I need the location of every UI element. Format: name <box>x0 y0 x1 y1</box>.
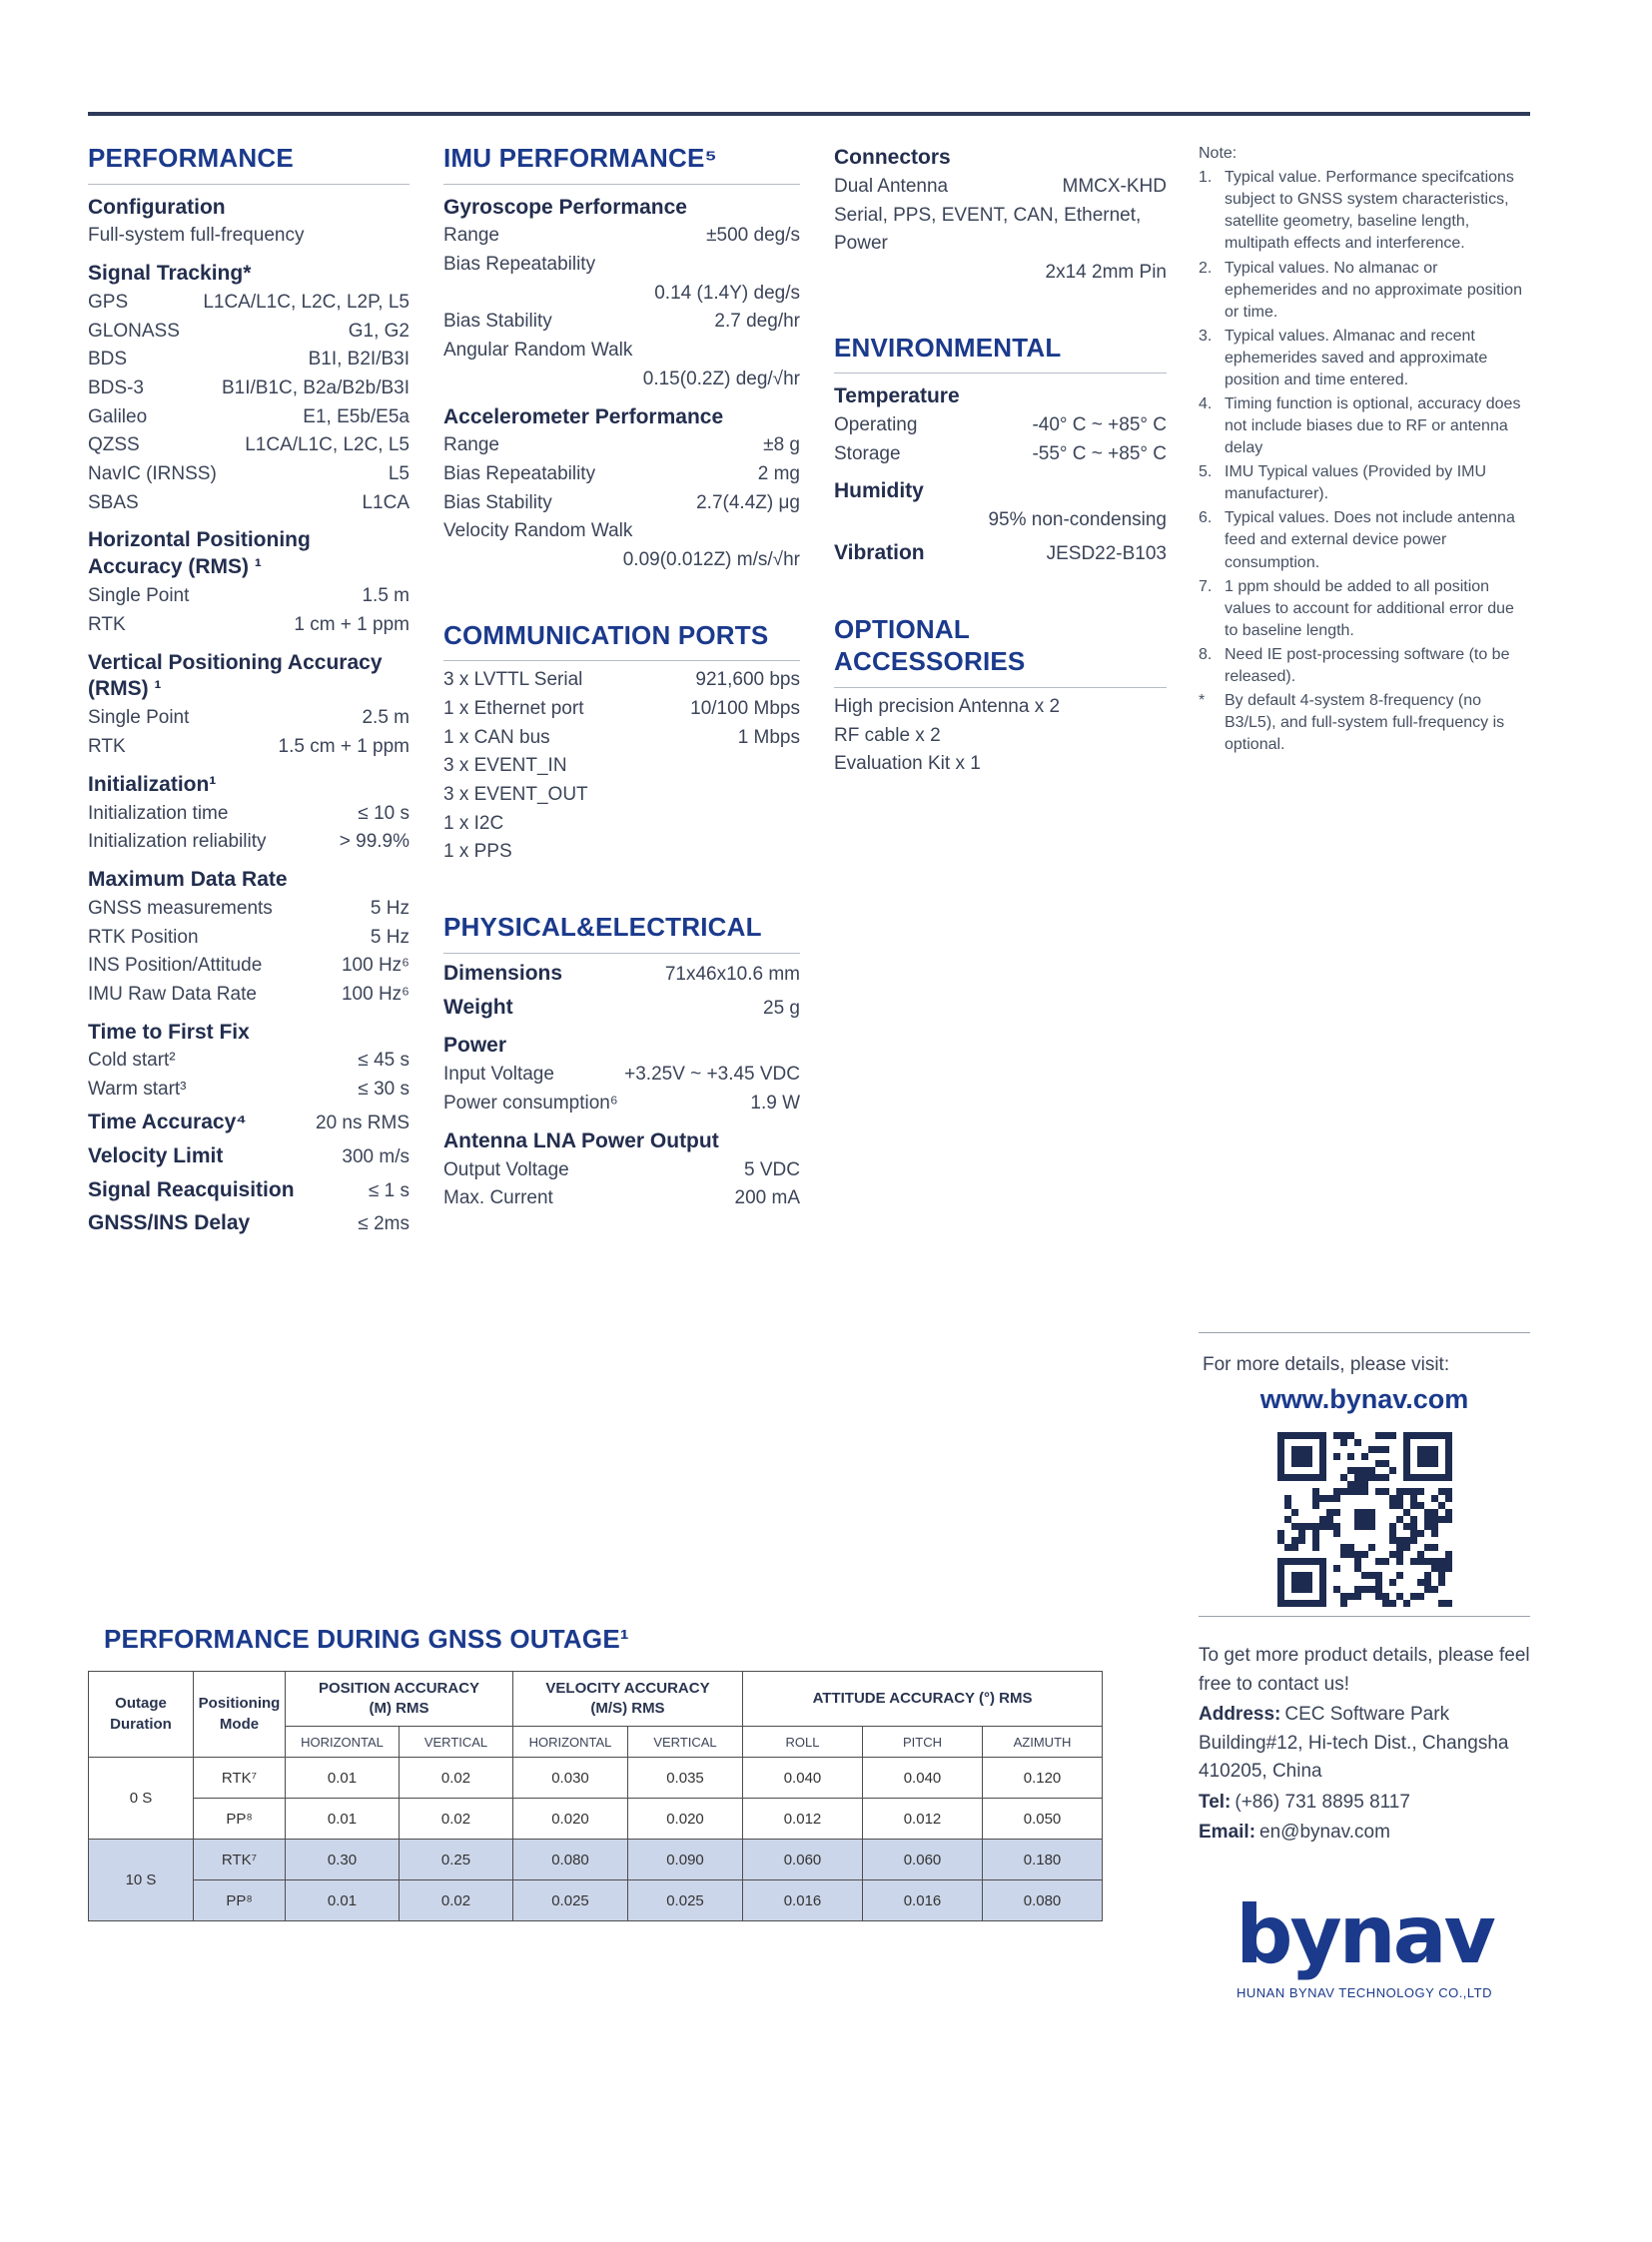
spec-subheading-row <box>88 1141 410 1172</box>
header-line: Outage <box>115 1695 167 1713</box>
spec-value: ±500 deg/s <box>706 225 800 247</box>
spec-row <box>443 1061 800 1090</box>
value-cell: 0.01 <box>286 1799 400 1840</box>
header-line: POSITION ACCURACY <box>318 1679 480 1697</box>
table-subheader-cell: HORIZONTAL <box>513 1727 628 1758</box>
spec-subheading: Vertical Positioning Accuracy (RMS) ¹ <box>88 650 383 701</box>
spec-label: Dual Antenna <box>834 175 949 197</box>
note-text: Typical value. Performance specifcations subject to GNSS system characteristics, satellite geometry, baseline length, multipath effects and interference. <box>1225 169 1514 253</box>
spec-row <box>443 222 800 251</box>
spec-label: Storage <box>834 442 901 464</box>
section-underline <box>88 184 410 185</box>
spec-row <box>88 582 410 611</box>
value-cell: 0.25 <box>400 1840 513 1880</box>
section-title: OPTIONAL ACCESSORIES <box>834 613 1026 677</box>
header-line: Mode <box>219 1715 260 1733</box>
spec-row <box>88 460 410 489</box>
mode-cell: PP⁸ <box>194 1880 286 1921</box>
note-text: Need IE post-processing software (to be released). <box>1225 645 1510 685</box>
spec-value: 1.9 W <box>750 1092 800 1114</box>
spec-subheading: Accelerometer Performance <box>443 404 724 428</box>
spec-label: GNSS/INS Delay <box>88 1211 251 1235</box>
spec-row <box>88 1076 410 1105</box>
table-subheader-cell: ROLL <box>743 1727 863 1758</box>
spec-value: 5 Hz <box>370 897 410 919</box>
table-subheader-cell: AZIMUTH <box>983 1727 1103 1758</box>
spec-subheading-row <box>443 959 800 990</box>
value-cell: 0.016 <box>863 1880 983 1921</box>
spec-label: 1 x CAN bus <box>443 726 550 748</box>
spec-row <box>834 411 1167 440</box>
spec-label: NavIC (IRNSS) <box>88 463 217 485</box>
section-title: IMU PERFORMANCE⁵ <box>443 143 717 173</box>
spec-label: GLONASS <box>88 320 180 342</box>
spec-value: ≤ 2ms <box>358 1213 410 1235</box>
brand-logo <box>1199 1888 1530 2000</box>
table-row <box>89 1758 1103 1799</box>
spec-label: Bias Stability <box>443 311 552 333</box>
mode-cell: RTK⁷ <box>194 1758 286 1799</box>
note-item <box>1199 644 1530 688</box>
value-cell: 0.080 <box>983 1880 1103 1921</box>
spec-row <box>443 666 800 695</box>
note-item <box>1199 690 1530 756</box>
note-number: 6. <box>1199 509 1213 527</box>
table-header-cell <box>89 1672 194 1758</box>
value-cell: 0.02 <box>400 1880 513 1921</box>
spec-text: Serial, PPS, EVENT, CAN, Ethernet, <box>834 204 1142 226</box>
spec-label: Operating <box>834 414 918 435</box>
qr-code <box>1199 1432 1530 1607</box>
spec-value: 1 cm + 1 ppm <box>294 613 410 635</box>
spec-label: Output Voltage <box>443 1158 569 1180</box>
website-link[interactable]: www.bynav.com <box>1259 1384 1469 1414</box>
spec-subheading: Time to First Fix <box>88 1020 250 1044</box>
spec-row <box>443 460 800 489</box>
spec-value: L1CA/L1C, L2C, L2P, L5 <box>203 291 410 313</box>
spec-row <box>88 1047 410 1076</box>
table-header-cell <box>194 1672 286 1758</box>
contact-block <box>1199 1642 1530 1850</box>
header-line: ATTITUDE ACCURACY (°) RMS <box>812 1689 1033 1707</box>
contact-email <box>1199 1819 1530 1848</box>
spec-row <box>88 981 410 1010</box>
spec-value: L1CA/L1C, L2C, L5 <box>245 434 410 456</box>
duration-cell: 10 S <box>89 1840 194 1921</box>
section-underline <box>443 184 800 185</box>
note-text: Typical values. No almanac or ephemerides and no approximate position or time. <box>1225 259 1522 321</box>
spec-label: Angular Random Walk <box>443 340 633 362</box>
note-text: IMU Typical values (Provided by IMU manufacturer). <box>1225 463 1487 503</box>
section-underline <box>443 660 800 661</box>
spec-label: Single Point <box>88 585 190 607</box>
spec-row <box>443 431 800 460</box>
table-header-row <box>89 1672 1103 1727</box>
spec-label: GPS <box>88 291 129 313</box>
spec-row <box>88 489 410 518</box>
section-underline <box>834 687 1167 688</box>
spec-row <box>443 251 800 280</box>
spec-value: 0.15(0.2Z) deg/√hr <box>642 368 800 389</box>
spec-row <box>443 1090 800 1119</box>
note-item <box>1199 326 1530 391</box>
spec-value: MMCX-KHD <box>1062 175 1167 197</box>
spec-row <box>88 346 410 374</box>
value-cell: 0.180 <box>983 1840 1103 1880</box>
spec-value: 0.09(0.012Z) m/s/√hr <box>622 549 800 571</box>
outage-title: PERFORMANCE DURING GNSS OUTAGE¹ <box>104 1624 629 1654</box>
company-name: HUNAN BYNAV TECHNOLOGY CO.,LTD <box>1236 1985 1493 2000</box>
spec-row <box>443 695 800 724</box>
section-title: ENVIRONMENTAL <box>834 332 1062 363</box>
spec-row <box>88 403 410 432</box>
spec-row <box>834 440 1167 469</box>
spec-label: RTK Position <box>88 926 199 948</box>
spec-value: 10/100 Mbps <box>690 698 800 719</box>
note-number: 7. <box>1199 577 1213 595</box>
spec-label: RTK <box>88 613 126 635</box>
value-cell: 0.012 <box>743 1799 863 1840</box>
note-item <box>1199 461 1530 505</box>
spec-row <box>88 895 410 924</box>
spec-label: IMU Raw Data Rate <box>88 983 257 1005</box>
spec-value: 95% non-condensing <box>988 509 1167 531</box>
note-number: 2. <box>1199 259 1213 277</box>
note-number: 1. <box>1199 169 1213 187</box>
spec-value: 1.5 cm + 1 ppm <box>278 736 410 757</box>
spec-row <box>88 828 410 857</box>
spec-subheading-row <box>88 1208 410 1239</box>
header-line: VELOCITY ACCURACY <box>545 1679 710 1697</box>
spec-label: Bias Repeatability <box>443 463 596 485</box>
spec-subheading: Horizontal Positioning Accuracy (RMS) ¹ <box>88 528 311 579</box>
tel-text: (+86) 731 8895 8117 <box>1235 1791 1410 1813</box>
value-cell: 0.025 <box>628 1880 743 1921</box>
spec-label: Warm start³ <box>88 1079 187 1101</box>
notes-list <box>1199 167 1530 756</box>
spec-row <box>443 489 800 518</box>
spec-subheading: Configuration <box>88 195 226 219</box>
spec-label: Bias Repeatability <box>443 254 596 276</box>
spec-value: 100 Hz⁶ <box>341 955 410 977</box>
notes-title: Note: <box>1199 145 1238 162</box>
spec-row <box>443 1184 800 1213</box>
value-cell: 0.016 <box>743 1880 863 1921</box>
spec-label: BDS <box>88 349 128 371</box>
spec-row <box>88 431 410 460</box>
spec-row <box>443 781 800 810</box>
spec-value: G1, G2 <box>348 320 410 342</box>
note-item <box>1199 576 1530 642</box>
top-divider <box>88 112 1530 116</box>
section-title: PHYSICAL&ELECTRICAL <box>443 912 762 943</box>
spec-value: 5 Hz <box>370 926 410 948</box>
spec-value: 100 Hz⁶ <box>341 983 410 1005</box>
spec-row <box>88 318 410 347</box>
spec-label: Weight <box>443 995 513 1019</box>
section-underline <box>834 373 1167 374</box>
spec-label: Velocity Random Walk <box>443 520 633 542</box>
spec-subheading: Humidity <box>834 479 924 503</box>
spec-row <box>443 1156 800 1185</box>
table-row <box>89 1840 1103 1880</box>
spec-label: QZSS <box>88 434 140 456</box>
table-row <box>89 1880 1103 1921</box>
header-line: Duration <box>110 1715 172 1733</box>
spec-label: 1 x Ethernet port <box>443 698 584 719</box>
spec-label: RTK <box>88 736 126 757</box>
value-cell: 0.050 <box>983 1799 1103 1840</box>
bynav-logo-text: bynav <box>1236 1888 1493 1981</box>
note-text: 1 ppm should be added to all position values to account for additional error due to baseline length. <box>1225 577 1514 639</box>
spec-label: Signal Reacquisition <box>88 1177 295 1201</box>
spec-value: 2.5 m <box>362 707 410 729</box>
section-title: COMMUNICATION PORTS <box>443 619 769 650</box>
spec-label: Time Accuracy⁴ <box>88 1110 247 1133</box>
spec-subheading: Temperature <box>834 384 960 408</box>
spec-subheading-row <box>88 1108 410 1138</box>
spec-value: +3.25V ~ +3.45 VDC <box>624 1064 800 1086</box>
spec-label: Cold start² <box>88 1050 176 1072</box>
spec-label: 1 x PPS <box>443 841 512 863</box>
spec-subheading: Gyroscope Performance <box>443 195 687 219</box>
spec-value: 2.7 deg/hr <box>714 311 800 333</box>
note-number: 4. <box>1199 394 1213 412</box>
spec-value: 25 g <box>763 997 800 1019</box>
spec-value: 0.14 (1.4Y) deg/s <box>654 282 800 304</box>
performance-column <box>88 142 410 1239</box>
note-text: Typical values. Does not include antenna feed and external device power consumption. <box>1225 509 1515 571</box>
spec-value: 1 Mbps <box>737 726 800 748</box>
spec-label: Range <box>443 225 499 247</box>
note-number: 5. <box>1199 463 1213 481</box>
outage-table <box>88 1671 1103 1921</box>
spec-value: JESD22-B103 <box>1046 542 1167 564</box>
spec-value: ≤ 1 s <box>368 1179 410 1201</box>
spec-label: INS Position/Attitude <box>88 955 263 977</box>
address-text: CEC Software Park Building#12, Hi-tech Dist., Changsha 410205, China <box>1199 1704 1509 1782</box>
spec-row <box>88 704 410 733</box>
table-subheader-cell: VERTICAL <box>400 1727 513 1758</box>
side-divider-top <box>1199 1332 1530 1333</box>
spec-row <box>88 374 410 403</box>
value-cell: 0.30 <box>286 1840 400 1880</box>
spec-label: Initialization reliability <box>88 831 267 853</box>
value-cell: 0.040 <box>863 1758 983 1799</box>
visit-text: For more details, please visit: <box>1203 1354 1450 1375</box>
spec-text: Full-system full-frequency <box>88 225 305 247</box>
note-text: By default 4-system 8-frequency (no B3/L5), and full-system full-frequency is optional. <box>1225 691 1505 754</box>
spec-columns <box>88 142 1167 1239</box>
spec-main-area <box>88 142 1167 1239</box>
spec-text: RF cable x 2 <box>834 724 941 746</box>
note-number: 3. <box>1199 327 1213 345</box>
contact-address <box>1199 1701 1530 1787</box>
spec-value: ±8 g <box>763 434 800 456</box>
side-divider-bottom <box>1199 1616 1530 1617</box>
spec-value: B1I, B2I/B3I <box>308 349 410 371</box>
spec-label: Velocity Limit <box>88 1143 224 1167</box>
email-label: Email: <box>1199 1822 1256 1843</box>
spec-row <box>88 924 410 953</box>
table-subheader-cell: HORIZONTAL <box>286 1727 400 1758</box>
spec-value: 1.5 m <box>362 585 410 607</box>
spec-label: Initialization time <box>88 802 229 824</box>
spec-label: 1 x I2C <box>443 812 504 834</box>
spec-row <box>834 173 1167 202</box>
spec-label: 3 x EVENT_OUT <box>443 784 588 806</box>
spec-value: 71x46x10.6 mm <box>664 963 800 985</box>
value-cell: 0.012 <box>863 1799 983 1840</box>
header-line: (M/S) RMS <box>590 1700 665 1717</box>
spec-value: ≤ 30 s <box>358 1079 410 1101</box>
spec-value: > 99.9% <box>339 831 410 853</box>
spec-label: GNSS measurements <box>88 897 273 919</box>
spec-label: BDS-3 <box>88 377 144 398</box>
spec-label: Dimensions <box>443 961 563 985</box>
spec-value: 5 VDC <box>744 1158 800 1180</box>
note-number: 8. <box>1199 645 1213 663</box>
spec-label: Input Voltage <box>443 1064 554 1086</box>
note-item <box>1199 167 1530 255</box>
value-cell: 0.020 <box>628 1799 743 1840</box>
value-cell: 0.040 <box>743 1758 863 1799</box>
section-underline <box>443 953 800 954</box>
spec-subheading: Initialization¹ <box>88 772 217 796</box>
spec-row <box>443 517 800 546</box>
note-item <box>1199 393 1530 459</box>
spec-label: Power consumption⁶ <box>443 1092 618 1114</box>
table-row <box>89 1799 1103 1840</box>
spec-row <box>88 952 410 981</box>
spec-row <box>88 800 410 829</box>
spec-row <box>88 733 410 762</box>
spec-value: -40° C ~ +85° C <box>1032 414 1167 435</box>
spec-row <box>88 289 410 318</box>
section-title: PERFORMANCE <box>88 143 294 173</box>
spec-label: Bias Stability <box>443 491 552 513</box>
value-cell: 0.060 <box>863 1840 983 1880</box>
spec-text: Power <box>834 233 888 255</box>
value-cell: 0.120 <box>983 1758 1103 1799</box>
value-cell: 0.02 <box>400 1758 513 1799</box>
value-cell: 0.02 <box>400 1799 513 1840</box>
spec-value: L1CA <box>362 491 410 513</box>
spec-subheading-row <box>88 1175 410 1206</box>
value-cell: 0.030 <box>513 1758 628 1799</box>
spec-text: Evaluation Kit x 1 <box>834 753 981 775</box>
imu-column <box>443 142 800 1213</box>
spec-value: 200 mA <box>734 1187 800 1209</box>
spec-value: 2.7(4.4Z) μg <box>696 491 800 513</box>
value-cell: 0.025 <box>513 1880 628 1921</box>
value-cell: 0.035 <box>628 1758 743 1799</box>
spec-subheading-row <box>443 993 800 1024</box>
contact-tel <box>1199 1789 1530 1818</box>
table-subheader-cell: PITCH <box>863 1727 983 1758</box>
value-cell: 0.01 <box>286 1880 400 1921</box>
spec-row <box>443 308 800 337</box>
spec-value: 921,600 bps <box>695 669 800 691</box>
spec-subheading: Maximum Data Rate <box>88 867 288 891</box>
spec-label: Galileo <box>88 405 148 427</box>
spec-subheading: Antenna LNA Power Output <box>443 1128 719 1152</box>
mode-cell: PP⁸ <box>194 1799 286 1840</box>
spec-label: Max. Current <box>443 1187 553 1209</box>
spec-label: 3 x EVENT_IN <box>443 755 567 777</box>
contact-intro: To get more product details, please feel free to contact us! <box>1199 1645 1530 1695</box>
spec-row <box>88 611 410 640</box>
spec-label: Single Point <box>88 707 190 729</box>
table-header-cell <box>743 1672 1103 1727</box>
spec-value: ≤ 10 s <box>358 802 410 824</box>
email-link[interactable]: en@bynav.com <box>1259 1822 1390 1843</box>
spec-value: E1, E5b/E5a <box>303 405 410 427</box>
spec-row <box>443 337 800 366</box>
spec-value: 300 m/s <box>342 1145 410 1167</box>
note-item <box>1199 507 1530 573</box>
note-text: Typical values. Almanac and recent ephemerides saved and approximate position and time entered. <box>1225 327 1488 388</box>
header-line: Positioning <box>198 1695 281 1713</box>
spec-label: 3 x LVTTL Serial <box>443 669 583 691</box>
spec-value: 2x14 2mm Pin <box>1045 261 1167 283</box>
spec-row <box>443 810 800 839</box>
spec-value: 2 mg <box>757 463 800 485</box>
spec-row <box>443 724 800 753</box>
note-number: * <box>1199 691 1206 709</box>
duration-cell: 0 S <box>89 1758 194 1840</box>
table-subheader-cell: VERTICAL <box>628 1727 743 1758</box>
value-cell: 0.090 <box>628 1840 743 1880</box>
note-text: Timing function is optional, accuracy does not include biases due to RF or antenna delay <box>1225 394 1521 457</box>
mode-cell: RTK⁷ <box>194 1840 286 1880</box>
spec-value: -55° C ~ +85° C <box>1032 442 1167 464</box>
spec-value: 20 ns RMS <box>316 1112 410 1133</box>
spec-subheading: Connectors <box>834 146 951 169</box>
spec-subheading-row <box>834 538 1167 569</box>
value-cell: 0.020 <box>513 1799 628 1840</box>
table-header-cell <box>513 1672 743 1727</box>
outage-section <box>88 1624 1105 1921</box>
address-label: Address: <box>1199 1704 1281 1725</box>
spec-label: Vibration <box>834 540 925 564</box>
qr-code-image <box>1277 1432 1452 1607</box>
spec-subheading: Signal Tracking* <box>88 262 252 286</box>
spec-value: ≤ 45 s <box>358 1050 410 1072</box>
spec-row <box>443 838 800 867</box>
spec-text: High precision Antenna x 2 <box>834 695 1061 717</box>
tel-label: Tel: <box>1199 1791 1232 1813</box>
spec-value: B1I/B1C, B2a/B2b/B3I <box>221 377 410 398</box>
value-cell: 0.080 <box>513 1840 628 1880</box>
table-header-cell <box>286 1672 513 1727</box>
note-item <box>1199 258 1530 324</box>
notes-column <box>1199 142 1530 2101</box>
value-cell: 0.01 <box>286 1758 400 1799</box>
spec-label: Range <box>443 434 499 456</box>
environment-column <box>834 142 1167 779</box>
spec-row <box>443 752 800 781</box>
spec-label: SBAS <box>88 491 139 513</box>
header-line: (M) RMS <box>369 1700 429 1717</box>
spec-value: L5 <box>388 463 410 485</box>
value-cell: 0.060 <box>743 1840 863 1880</box>
spec-subheading: Power <box>443 1034 507 1058</box>
